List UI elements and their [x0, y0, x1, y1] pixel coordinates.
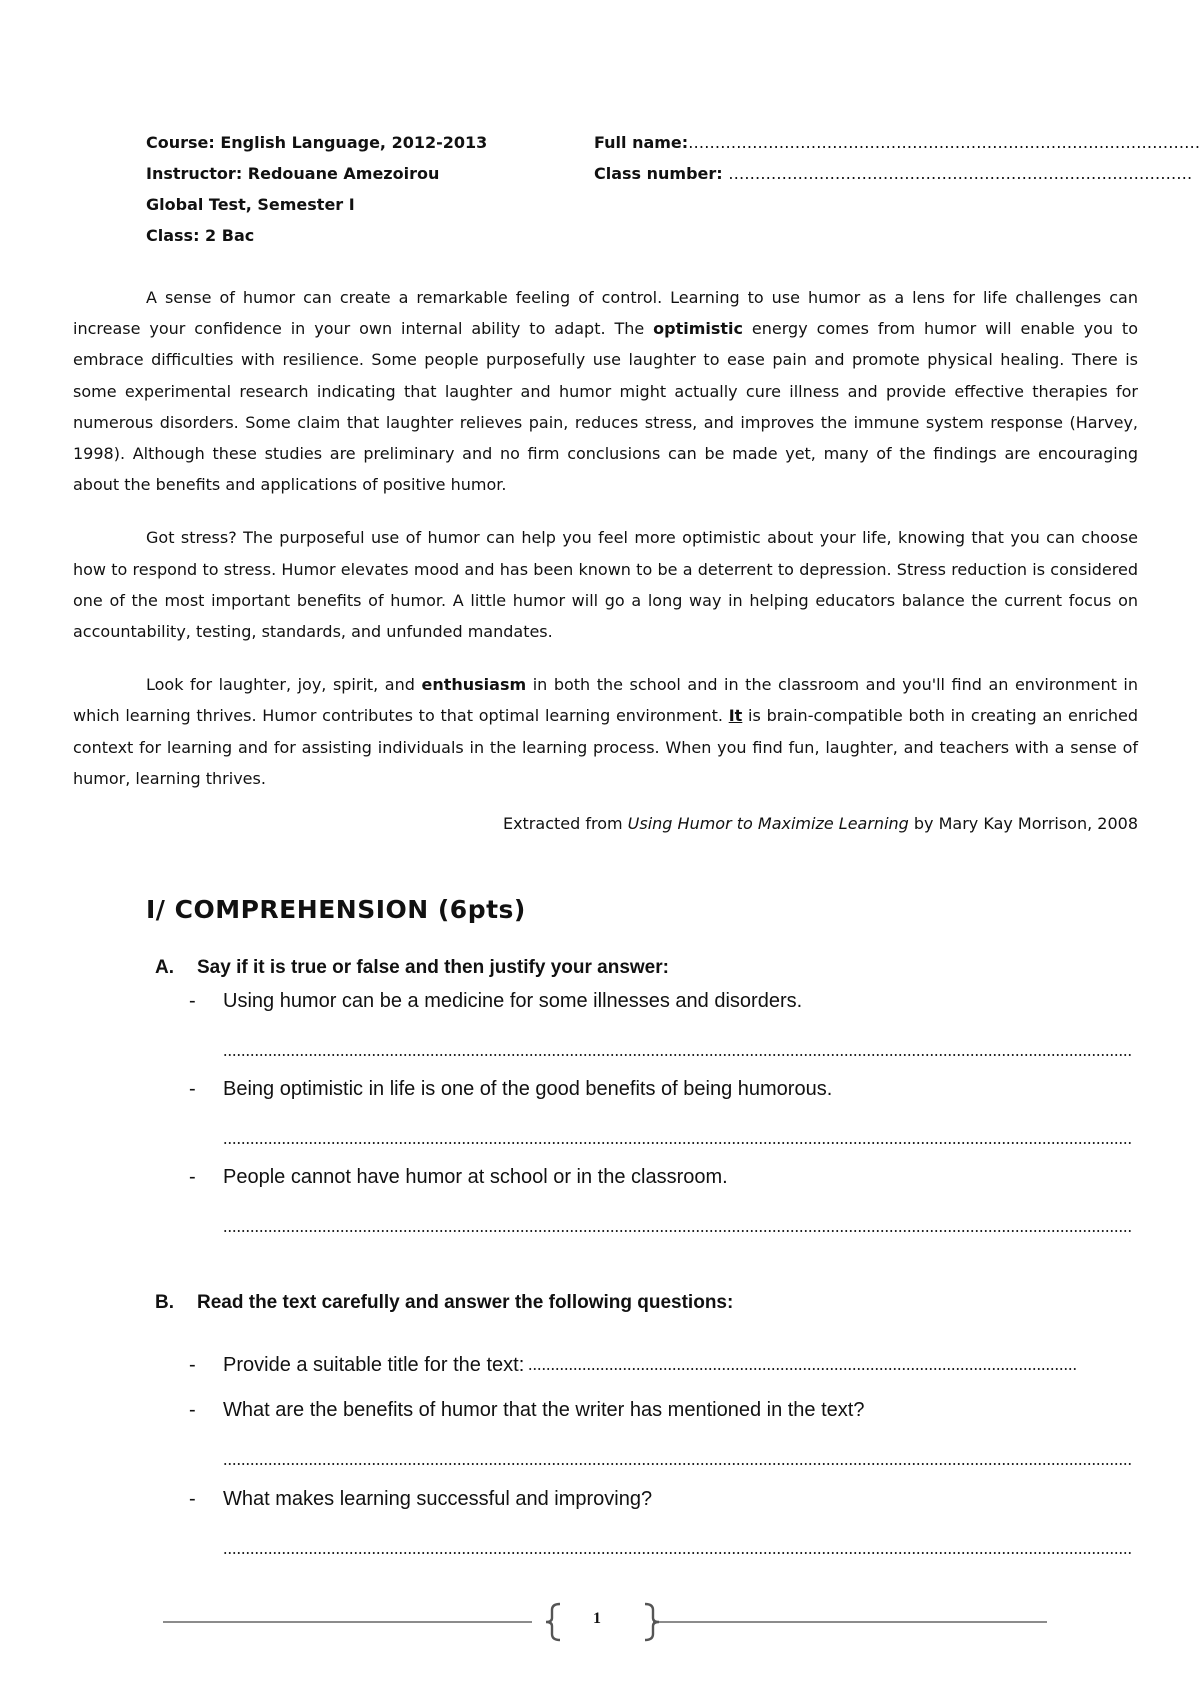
paragraph-2: Got stress? The purposeful use of humor can help you feel more optimistic about your life, knowing that you can choose how to respond to stress. Humor elevates mood and has been known to be a deterrent to depression. Stress reduction is considered one of the most important benefits of humor. A little humor will go a long way in helping educators balance the current focus on accountability, testing, standards, and unfunded mandates. [73, 528, 1138, 642]
class-number-dots: …………………………………………………………………………… [728, 164, 1193, 183]
test-line: Global Test, Semester I [146, 195, 355, 214]
paragraph-1: A sense of humor can create a remarkable feeling of control. Learning to use humor as a lens for life challenges can increase your confidence in your own internal ability to adapt. The optimistic energy comes from humor will enable you to embrace difficulties with resilience. Some people purposefully use laughter to ease pain and promote physical healing. There is some experimental research indicating that laughter and humor might actually cure illness and provide effective therapies for numerous disorders. Some claim that laughter relieves pain, reduces stress, and improves the immune system response (Harvey, 1998). Although these studies are preliminary and no firm conclusions can be made yet, many of the findings are encouraging about the benefits and applications of positive humor. [73, 288, 1138, 495]
left-brace-icon [546, 1604, 560, 1640]
student-info [594, 127, 1200, 189]
answer-line-a2[interactable] [223, 1141, 1133, 1145]
paragraph-3: Look for laughter, joy, spirit, and enthusiasm in both the school and in the classroom and you'll find an environment in which learning thrives. Humor contributes to that optimal learning environment. It is brain-compatible both in creating an enriched context for learning and for assisting individuals in the learning process. When you find fun, laughter, and teachers with a sense of humor, learning thrives. [73, 675, 1138, 788]
class-line: Class: 2 Bac [146, 226, 255, 245]
answer-line-b1[interactable] [528, 1367, 1078, 1371]
instructor-line: Instructor: Redouane Amezoirou [146, 164, 440, 183]
class-number-label: Class number: [594, 164, 723, 183]
reading-text [73, 282, 1138, 836]
answer-line-a3[interactable] [223, 1229, 1133, 1233]
page-number: 1 [593, 1610, 601, 1627]
underlined-word-it: It [728, 706, 743, 726]
course-info [146, 127, 576, 251]
bold-word-optimistic: optimistic [653, 319, 744, 339]
class-number-field[interactable] [594, 158, 1193, 189]
right-brace-icon [645, 1604, 659, 1640]
full-name-field[interactable] [594, 127, 1200, 158]
exam-page: Course: English Language, 2012-2013 Instructor: Redouane Amezoirou Global Test, Semester I Class: 2 Bac Full name:…………………………………………………………………………………… Class number: …………………………………………………………………………… A sense of humor can create a remarkable feeling of control. Learning to use humor as a lens for life challenges can increase your confidence in your own internal ability to adapt. The optimistic energy comes from humor will enable you to embrace difficulties with resilience. Some people purposefully use laughter to ease pain and promote physical healing. There is some experimental research indicating that laughter and humor might actually cure illness and provide effective therapies for numerous disorders. Some claim that laughter relieves pain, reduces stress, and improves the immune system response (Harvey, 1998). Although these studies are preliminary and no firm conclusions can be made yet, many of the findings are encouraging about the benefits and applications of positive humor. Got stress? The purposeful use of humor can help you feel more optimistic about your life, knowing that you can choose how to respond to stress. Humor elevates mood and has been known to be a deterrent to depression. Stress reduction is considered one of the most important benefits of humor. A little humor will go a long way in helping educators balance the current focus on accountability, testing, standards, and unfunded mandates. Look for laughter, joy, spirit, and enthusiasm in both the school and in the classroom and you'll find an environment in which learning thrives. Humor contributes to that optimal learning environment. It is brain-compatible both in creating an enriched context for learning and for assisting individuals in the learning process. When you find fun, laughter, and teachers with a sense of humor, learning thrives. Extracted from Using Humor to Maximize Learning by Mary Kay Morrison, 2008 I/ COMPREHENSION (6pts) A. Say if it is true or false and then justify your answer: - Using humor can be a medicine for some illnesses and disorders. - Being optimistic in life is one of the good benefits of being humorous. - People cannot have humor at school or in the classroom. B. Read the text carefully and answer the following questions: - Provide a suitable title for the text: - What are the benefits of humor that the writer has mentioned in the text? - What makes learning successful and improving? 1 [0, 0, 1200, 1698]
bold-word-enthusiasm: enthusiasm [421, 675, 527, 695]
full-name-dots: …………………………………………………………………………………… [688, 133, 1200, 152]
answer-line-b2[interactable] [223, 1462, 1133, 1466]
course-line: Course: English Language, 2012-2013 [146, 133, 488, 152]
full-name-label: Full name: [594, 133, 689, 152]
source-citation: Extracted from Using Humor to Maximize Learning by Mary Kay Morrison, 2008 [502, 814, 1138, 834]
answer-line-b3[interactable] [223, 1551, 1133, 1555]
section-title: I/ COMPREHENSION (6pts) [146, 895, 526, 924]
source-book-title: Using Humor to Maximize Learning [627, 814, 909, 834]
answer-line-a1[interactable] [223, 1053, 1133, 1057]
